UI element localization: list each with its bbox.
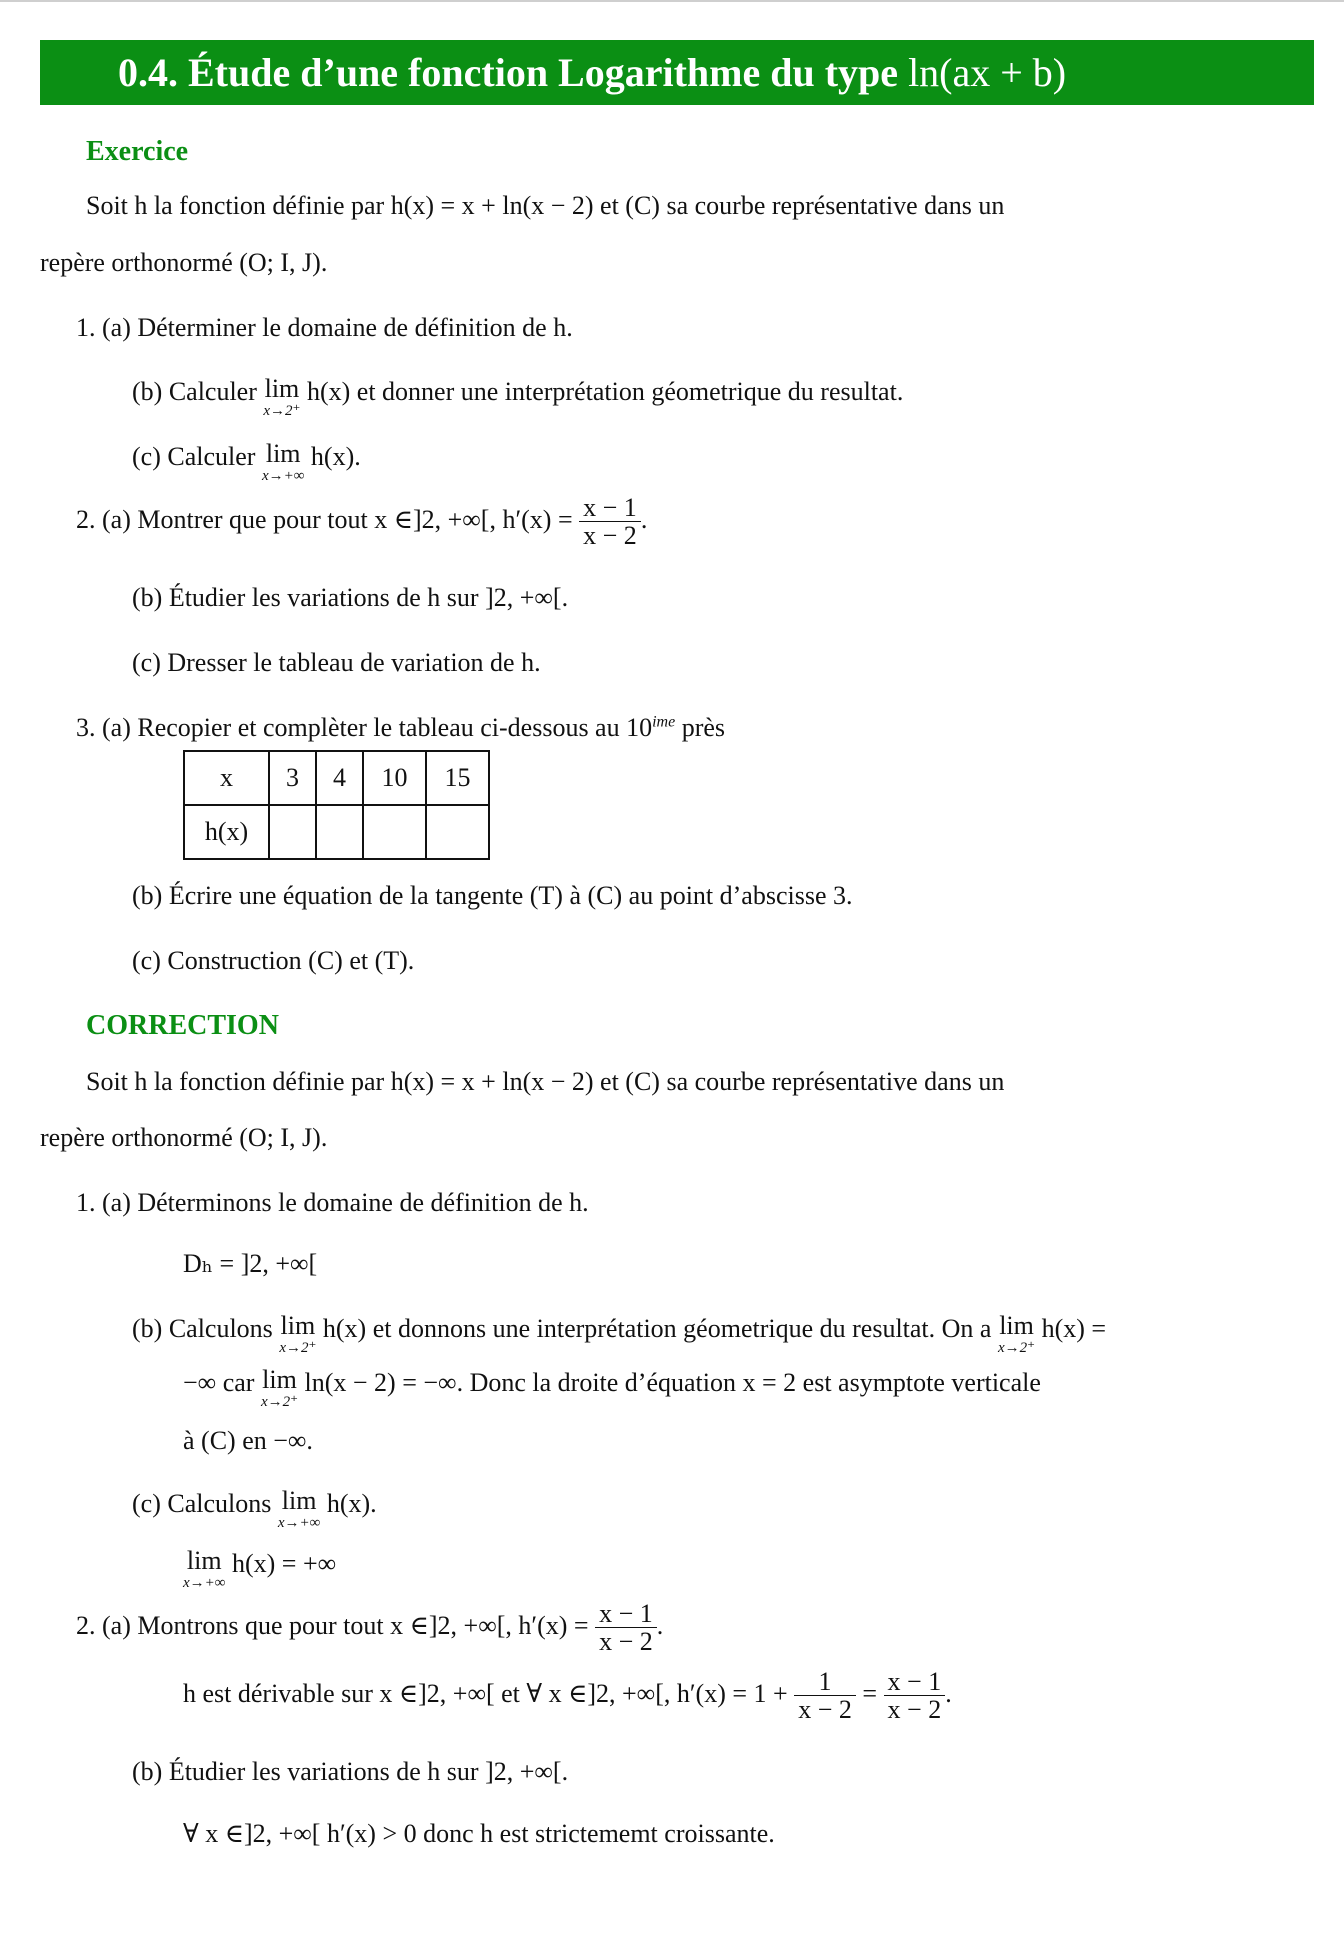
- correction-1b-post: h(x) =: [1041, 1314, 1107, 1343]
- table-cell-empty: [363, 805, 426, 859]
- values-table: [183, 750, 490, 860]
- question-3b: (b) Écrire une équation de la tangente (T) à (C) au point d’abscisse 3.: [132, 881, 853, 910]
- correction-2a: 2. (a) Montrons que pour tout x ∈]2, +∞[, h′(x) = $\frac{x - 1}{x - 2}$ .: [76, 1599, 664, 1657]
- question-2b: (b) Étudier les variations de h sur ]2, +∞[.: [132, 583, 569, 612]
- correction-1c-answer-post: h(x) = +∞: [231, 1549, 337, 1578]
- correction-1b-mid: h(x) et donnons une interprétation géometrique du resultat. On a: [322, 1314, 992, 1343]
- section-title-bar: [40, 40, 1314, 105]
- correction-1b-line3: à (C) en −∞.: [183, 1426, 313, 1455]
- correction-1a-answer: Dₕ = ]2, +∞[: [183, 1249, 318, 1278]
- fraction-one-over: $\frac{1}{x - 2}$: [794, 1668, 856, 1724]
- correction-1c-answer: [183, 1548, 336, 1591]
- table-cell: 4: [316, 751, 363, 805]
- section-title: 0.4. Étude d’une fonction Logarithme du type: [118, 50, 909, 95]
- correction-heading: CORRECTION: [86, 1010, 279, 1041]
- derivative-fraction: $\frac{x - 1}{x - 2}$: [595, 1600, 657, 1656]
- correction-1b-line2-post: ln(x − 2) = −∞. Donc la droite d’équation x = 2 est asymptote verticale: [304, 1368, 1041, 1397]
- equals-sign: =: [862, 1678, 878, 1708]
- correction-intro-line2: repère orthonormé (O; I, J).: [40, 1123, 328, 1152]
- correction-2b-answer: ∀ x ∈]2, +∞[ h′(x) > 0 donc h est strictememt croissante.: [183, 1819, 775, 1848]
- correction-intro-line1: Soit h la fonction définie par h(x) = x + ln(x − 2) et (C) sa courbe représentative dans un: [86, 1067, 1005, 1096]
- question-1c: [132, 441, 361, 484]
- limit-operator: lim x→2⁺: [263, 374, 301, 419]
- table-cell: 10: [363, 751, 426, 805]
- correction-1b: [132, 1313, 1106, 1356]
- table-cell: 15: [426, 751, 489, 805]
- limit-operator: lim x→+∞: [277, 1486, 321, 1531]
- limit-operator: lim x→2⁺: [997, 1311, 1036, 1356]
- correction-1a: 1. (a) Déterminons le domaine de définition de h.: [76, 1188, 589, 1217]
- correction-2a-line2: h est dérivable sur x ∈]2, +∞[ et ∀ x ∈]2, +∞[, h′(x) = 1 + $\frac{1}{x - 2}$ = $\frac{x - 1}{x - 2}$ .: [183, 1667, 952, 1725]
- question-3a-pre: 3. (a) Recopier et complèter le tableau ci-dessous au 10: [76, 713, 653, 742]
- derivative-fraction: $\frac{x - 1}{x - 2}$: [579, 494, 641, 550]
- question-1b: [132, 376, 903, 419]
- question-1b-pre: (b) Calculer: [132, 377, 257, 406]
- question-1c-pre: (c) Calculer: [132, 442, 256, 471]
- question-1a: 1. (a) Déterminer le domaine de définition de h.: [76, 313, 573, 342]
- exercise-intro-line1: Soit h la fonction définie par h(x) = x + ln(x − 2) et (C) sa courbe représentative dans un: [86, 191, 1005, 220]
- exercise-heading: Exercice: [86, 136, 189, 167]
- question-1c-post: h(x).: [310, 442, 361, 471]
- table-row: [184, 805, 489, 859]
- limit-operator: lim x→+∞: [183, 1546, 226, 1591]
- limit-operator: lim x→2⁺: [260, 1365, 299, 1410]
- correction-1b-line2: [183, 1367, 1041, 1410]
- table-row: [184, 751, 489, 805]
- question-3a-sup: ime: [652, 713, 676, 731]
- limit-operator: lim x→+∞: [261, 439, 305, 484]
- question-3a: [76, 712, 725, 745]
- section-title-math: ln(ax + b): [908, 50, 1067, 95]
- correction-2a-line2-pre: h est dérivable sur x ∈]2, +∞[ et ∀ x ∈]2, +∞[, h′(x) = 1 +: [183, 1678, 788, 1708]
- correction-1c-pre: (c) Calculons: [132, 1489, 272, 1518]
- question-1b-post: h(x) et donner une interprétation géometrique du resultat.: [306, 377, 904, 406]
- correction-1b-pre: (b) Calculons: [132, 1314, 273, 1343]
- correction-1c-post: h(x).: [326, 1489, 377, 1518]
- correction-2a-pre: 2. (a) Montrons que pour tout x ∈]2, +∞[, h′(x) =: [76, 1610, 589, 1640]
- top-border: [0, 0, 1344, 2]
- table-cell-empty: [426, 805, 489, 859]
- limit-operator: lim x→2⁺: [279, 1311, 317, 1356]
- derivative-fraction: $\frac{x - 1}{x - 2}$: [884, 1668, 946, 1724]
- correction-1b-line2-pre: −∞ car: [183, 1368, 255, 1397]
- table-cell-empty: [269, 805, 316, 859]
- question-3a-post: près: [675, 713, 726, 742]
- correction-2b: (b) Étudier les variations de h sur ]2, +∞[.: [132, 1757, 569, 1786]
- table-cell-empty: [316, 805, 363, 859]
- correction-1c: [132, 1488, 377, 1531]
- table-cell: x: [184, 751, 269, 805]
- table-cell: h(x): [184, 805, 269, 859]
- question-2a-pre: 2. (a) Montrer que pour tout x ∈]2, +∞[, h′(x) =: [76, 504, 573, 534]
- question-3c: (c) Construction (C) et (T).: [132, 946, 415, 975]
- question-2c: (c) Dresser le tableau de variation de h.: [132, 648, 541, 677]
- question-2a: 2. (a) Montrer que pour tout x ∈]2, +∞[, h′(x) = $\frac{x - 1}{x - 2}$ .: [76, 493, 648, 551]
- table-cell: 3: [269, 751, 316, 805]
- exercise-intro-line2: repère orthonormé (O; I, J).: [40, 248, 328, 277]
